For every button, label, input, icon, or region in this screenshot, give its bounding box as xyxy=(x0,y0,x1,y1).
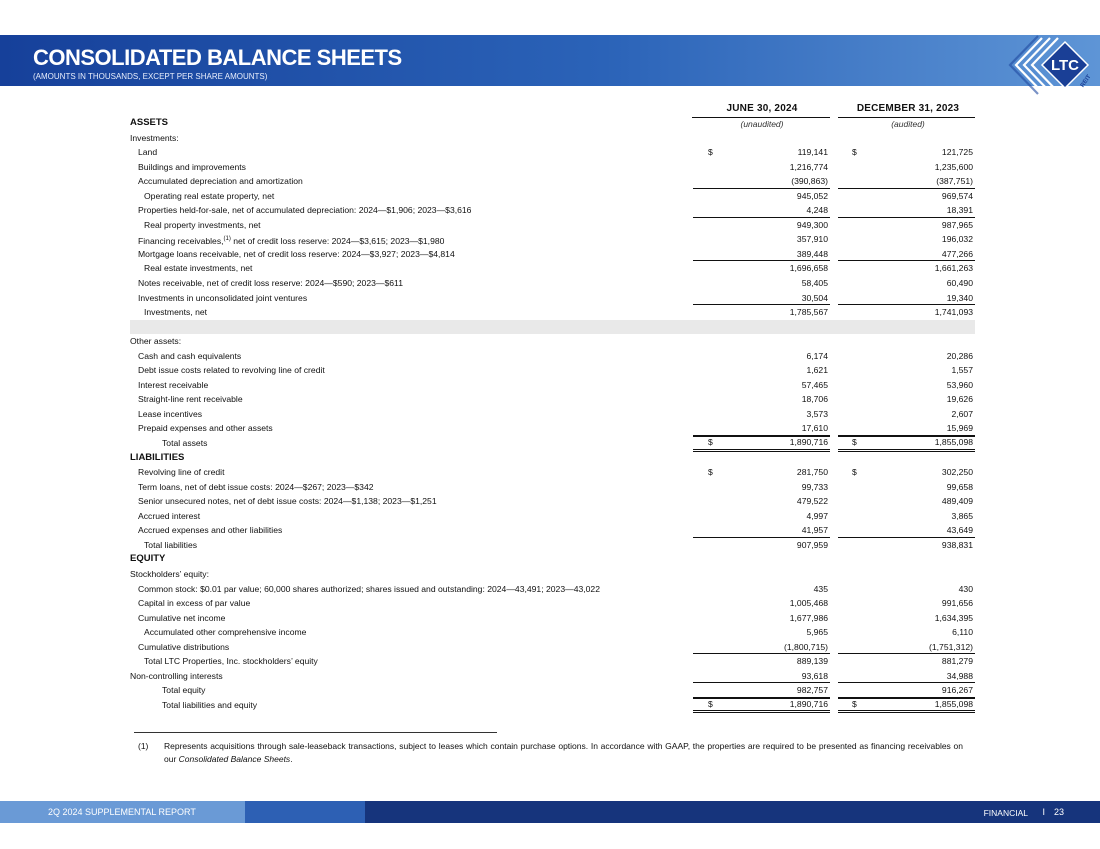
value-cell-2023 xyxy=(838,276,975,291)
footnote-number: (1) xyxy=(138,741,149,751)
section-header-row xyxy=(130,552,975,567)
value-cell-2024 xyxy=(693,683,830,698)
footnote xyxy=(138,740,963,766)
row-label: Accumulated depreciation and amortization xyxy=(138,176,303,187)
value-cell-2024 xyxy=(693,203,830,218)
value: 987,965 xyxy=(941,219,973,230)
value: 4,248 xyxy=(806,205,828,216)
value: 60,490 xyxy=(946,278,973,289)
column-sub-dec-2023: (audited) xyxy=(891,119,925,129)
value-cell-2024 xyxy=(693,276,830,291)
value: 479,522 xyxy=(796,496,828,507)
value-cell-2024 xyxy=(693,247,830,262)
table-row xyxy=(130,160,975,175)
row-label: Debt issue costs related to revolving line of credit xyxy=(138,365,325,376)
title-banner xyxy=(0,35,1100,86)
value: 938,831 xyxy=(941,539,973,550)
section-header-row xyxy=(130,116,975,131)
value-cell-2024 xyxy=(693,494,830,509)
value-cell-2023 xyxy=(838,145,975,160)
value: 196,032 xyxy=(941,234,973,245)
value: 1,855,098 xyxy=(934,437,973,448)
value-cell-2023 xyxy=(838,683,975,698)
table-row xyxy=(130,131,975,146)
value-cell-2024 xyxy=(693,261,830,276)
value-cell-2024 xyxy=(693,145,830,160)
row-label: Real property investments, net xyxy=(144,219,261,230)
row-label: Total liabilities and equity xyxy=(162,699,258,710)
value: 4,997 xyxy=(806,510,828,521)
value-cell-2024 xyxy=(693,407,830,422)
value: 435 xyxy=(813,583,828,594)
table-row xyxy=(130,334,975,349)
value-cell-2024 xyxy=(693,291,830,306)
row-label: Term loans, net of debt issue costs: 2024—$267; 2023—$342 xyxy=(138,481,374,492)
footnote-text xyxy=(164,740,963,766)
value: 1,696,658 xyxy=(789,263,828,274)
currency-symbol: $ xyxy=(852,698,857,709)
value-cell-2024 xyxy=(693,480,830,495)
table-row xyxy=(130,480,975,495)
table-row xyxy=(130,145,975,160)
value: 18,706 xyxy=(801,394,828,405)
table-row xyxy=(130,654,975,669)
balance-sheet-table xyxy=(130,116,975,712)
value: 34,988 xyxy=(946,670,973,681)
value: 907,959 xyxy=(796,539,828,550)
currency-symbol: $ xyxy=(852,467,857,478)
value: 357,910 xyxy=(796,234,828,245)
value: 1,785,567 xyxy=(789,307,828,318)
value: 1,890,716 xyxy=(789,698,828,709)
value-cell-2024 xyxy=(693,611,830,626)
value-cell-2023 xyxy=(838,407,975,422)
value-cell-2023 xyxy=(838,189,975,204)
footnote-italic: Consolidated Balance Sheets xyxy=(178,754,291,764)
value-cell-2023 xyxy=(838,669,975,684)
row-label: Other assets: xyxy=(130,336,182,347)
value-cell-2023 xyxy=(838,640,975,655)
table-row xyxy=(130,189,975,204)
value-cell-2024 xyxy=(693,189,830,204)
value-cell-2024 xyxy=(693,698,830,714)
currency-symbol: $ xyxy=(852,437,857,448)
value: 1,621 xyxy=(806,365,828,376)
value-cell-2023 xyxy=(838,421,975,436)
logo-text: LTC xyxy=(1050,57,1080,74)
value: 969,574 xyxy=(941,190,973,201)
footer-section: FINANCIAL xyxy=(983,808,1028,818)
value-cell-2024 xyxy=(693,538,830,553)
value-cell-2023 xyxy=(838,232,975,247)
value: 1,677,986 xyxy=(789,612,828,623)
row-label: Capital in excess of par value xyxy=(138,598,251,609)
row-label: Buildings and improvements xyxy=(138,161,246,172)
value-cell-2023 xyxy=(838,625,975,640)
currency-symbol: $ xyxy=(708,698,713,709)
row-label: Lease incentives xyxy=(138,408,203,419)
table-row xyxy=(130,625,975,640)
value: 991,656 xyxy=(941,598,973,609)
table-row xyxy=(130,611,975,626)
table-row xyxy=(130,247,975,262)
value: 99,658 xyxy=(946,481,973,492)
value-cell-2023 xyxy=(838,363,975,378)
value: 1,890,716 xyxy=(789,437,828,448)
value-cell-2024 xyxy=(693,349,830,364)
value-cell-2023 xyxy=(838,465,975,480)
value: 3,865 xyxy=(951,510,973,521)
value: (390,863) xyxy=(791,176,828,187)
row-label: Interest receivable xyxy=(138,379,209,390)
value: 489,409 xyxy=(941,496,973,507)
value: 41,957 xyxy=(801,525,828,536)
column-header-dec-2023: DECEMBER 31, 2023 xyxy=(856,103,960,114)
value: 43,649 xyxy=(946,525,973,536)
value: (1,800,715) xyxy=(784,641,828,652)
value-cell-2023 xyxy=(838,247,975,262)
value-cell-2024 xyxy=(693,392,830,407)
table-row xyxy=(130,669,975,684)
row-label: Total liabilities xyxy=(144,539,198,550)
row-label: Common stock: $0.01 par value; 60,000 shares authorized; shares issued and outstanding: 2024—43,491; 2023—43,022 xyxy=(138,583,600,594)
value: 30,504 xyxy=(801,292,828,303)
value-cell-2024 xyxy=(693,218,830,233)
value: 6,174 xyxy=(806,350,828,361)
ltc-logo xyxy=(1000,30,1095,100)
value-cell-2023 xyxy=(838,523,975,538)
value-cell-2023 xyxy=(838,291,975,306)
footnote-body: Represents acquisitions through sale-leaseback transactions, subject to leases which contain purchase options. In accordance with GAAP, the properties are required to be presented as financing receivables on our xyxy=(164,741,963,764)
value-cell-2024 xyxy=(693,305,830,320)
footnote-divider xyxy=(134,732,497,733)
table-row xyxy=(130,174,975,189)
table-row xyxy=(130,567,975,582)
value: 1,235,600 xyxy=(934,161,973,172)
row-label: Investments, net xyxy=(144,307,208,318)
row-label: Cumulative net income xyxy=(138,612,226,623)
table-row xyxy=(130,349,975,364)
table-row xyxy=(130,596,975,611)
table-row xyxy=(130,392,975,407)
row-label: ASSETS xyxy=(130,117,169,128)
value: 982,757 xyxy=(796,685,828,696)
value-cell-2024 xyxy=(693,436,830,452)
row-label: Straight-line rent receivable xyxy=(138,394,243,405)
value-cell-2024 xyxy=(693,654,830,669)
row-label: Total assets xyxy=(162,438,208,449)
page-subtitle: (AMOUNTS IN THOUSANDS, EXCEPT PER SHARE AMOUNTS) xyxy=(33,72,268,81)
value-cell-2023 xyxy=(838,596,975,611)
value: 93,618 xyxy=(801,670,828,681)
value-cell-2023 xyxy=(838,480,975,495)
row-label: Non-controlling interests xyxy=(130,670,223,681)
value: (1,751,312) xyxy=(929,641,973,652)
value: 302,250 xyxy=(941,467,973,478)
value-cell-2024 xyxy=(693,582,830,597)
value: 1,216,774 xyxy=(789,161,828,172)
value: 17,610 xyxy=(801,423,828,434)
value-cell-2023 xyxy=(838,611,975,626)
footnote-ref: (1) xyxy=(223,236,231,243)
row-label: Investments: xyxy=(130,132,179,143)
currency-symbol: $ xyxy=(708,467,713,478)
row-label: Cash and cash equivalents xyxy=(138,350,242,361)
table-row xyxy=(130,509,975,524)
value-cell-2024 xyxy=(693,669,830,684)
value-cell-2023 xyxy=(838,494,975,509)
value-cell-2024 xyxy=(693,596,830,611)
row-label: LIABILITIES xyxy=(130,451,185,463)
value: 477,266 xyxy=(941,248,973,259)
value-cell-2023 xyxy=(838,538,975,553)
table-row xyxy=(130,523,975,538)
column-header-june-2024: JUNE 30, 2024 xyxy=(726,103,798,114)
value: 58,405 xyxy=(801,278,828,289)
value-cell-2024 xyxy=(693,160,830,175)
row-label: Investments in unconsolidated joint ventures xyxy=(138,292,308,303)
value-cell-2024 xyxy=(693,363,830,378)
currency-symbol: $ xyxy=(708,437,713,448)
table-row xyxy=(130,261,975,276)
value: 99,733 xyxy=(801,481,828,492)
value-cell-2023 xyxy=(838,392,975,407)
logo-sub-text: REIT xyxy=(1079,74,1093,89)
value-cell-2023 xyxy=(838,582,975,597)
value: 53,960 xyxy=(946,379,973,390)
page-title: CONSOLIDATED BALANCE SHEETS xyxy=(33,45,402,70)
value: 19,340 xyxy=(946,292,973,303)
footer-page-number: 23 xyxy=(1053,807,1064,817)
currency-symbol: $ xyxy=(852,147,857,158)
table-row xyxy=(130,582,975,597)
value: 1,557 xyxy=(951,365,973,376)
table-row xyxy=(130,494,975,509)
table-row xyxy=(130,465,975,480)
value: 945,052 xyxy=(796,190,828,201)
table-row xyxy=(130,698,975,713)
value: 5,965 xyxy=(806,627,828,638)
value: 6,110 xyxy=(952,627,973,638)
footnote-end: . xyxy=(290,754,293,764)
table-row xyxy=(130,276,975,291)
value: 1,855,098 xyxy=(934,698,973,709)
table-row xyxy=(130,378,975,393)
value-cell-2024 xyxy=(693,509,830,524)
footer-separator: I xyxy=(1042,807,1045,817)
value: 15,969 xyxy=(946,423,973,434)
value: (387,751) xyxy=(936,176,973,187)
value-cell-2023 xyxy=(838,261,975,276)
row-label: Operating real estate property, net xyxy=(144,190,275,201)
value: 20,286 xyxy=(946,350,973,361)
value-cell-2024 xyxy=(693,421,830,436)
value-cell-2023 xyxy=(838,203,975,218)
value-cell-2023 xyxy=(838,698,975,714)
row-label: Real estate investments, net xyxy=(144,263,253,274)
table-row xyxy=(130,407,975,422)
row-label: Land xyxy=(138,147,158,158)
value-cell-2023 xyxy=(838,654,975,669)
currency-symbol: $ xyxy=(708,147,713,158)
table-row xyxy=(130,232,975,247)
value: 1,741,093 xyxy=(934,307,973,318)
value: 3,573 xyxy=(806,408,828,419)
table-row xyxy=(130,538,975,553)
table-row xyxy=(130,421,975,436)
value: 889,139 xyxy=(796,656,828,667)
value-cell-2024 xyxy=(693,174,830,189)
row-label: Cumulative distributions xyxy=(138,641,230,652)
value: 2,607 xyxy=(951,408,973,419)
table-row xyxy=(130,436,975,451)
value: 389,448 xyxy=(796,248,828,259)
value: 119,141 xyxy=(797,147,828,158)
row-label: Accrued expenses and other liabilities xyxy=(138,525,283,536)
row-label: Senior unsecured notes, net of debt issue costs: 2024—$1,138; 2023—$1,251 xyxy=(138,496,437,507)
row-label: Accrued interest xyxy=(138,510,201,521)
value: 1,005,468 xyxy=(789,598,828,609)
value: 430 xyxy=(958,583,973,594)
value: 18,391 xyxy=(946,205,973,216)
row-label: Total LTC Properties, Inc. stockholders’ equity xyxy=(144,656,318,667)
table-row xyxy=(130,305,975,320)
value-cell-2023 xyxy=(838,218,975,233)
row-label: EQUITY xyxy=(130,553,166,565)
row-label: Prepaid expenses and other assets xyxy=(138,423,273,434)
value-cell-2023 xyxy=(838,160,975,175)
row-label: Mortgage loans receivable, net of credit loss reserve: 2024—$3,927; 2023—$4,814 xyxy=(138,248,455,259)
row-label: Properties held-for-sale, net of accumulated depreciation: 2024—$1,906; 2023—$3,616 xyxy=(138,205,472,216)
table-row xyxy=(130,291,975,306)
value-cell-2023 xyxy=(838,305,975,320)
table-row xyxy=(130,683,975,698)
value-cell-2024 xyxy=(693,378,830,393)
value-cell-2024 xyxy=(693,640,830,655)
row-label: Stockholders’ equity: xyxy=(130,568,209,579)
table-row xyxy=(130,363,975,378)
value-cell-2023 xyxy=(838,174,975,189)
table-row xyxy=(130,320,975,335)
row-label: Revolving line of credit xyxy=(138,467,225,478)
footer-mid-band xyxy=(245,801,365,823)
value: 949,300 xyxy=(796,219,828,230)
value-cell-2023 xyxy=(838,378,975,393)
value: 281,750 xyxy=(796,467,828,478)
row-label-part: Financing receivables, xyxy=(138,236,224,247)
table-row xyxy=(130,640,975,655)
value-cell-2023 xyxy=(838,509,975,524)
value: 57,465 xyxy=(801,379,828,390)
value-cell-2023 xyxy=(838,349,975,364)
column-sub-june-2024: (unaudited) xyxy=(740,119,784,129)
row-label: Notes receivable, net of credit loss reserve: 2024—$590; 2023—$611 xyxy=(138,278,403,289)
row-label-part: net of credit loss reserve: 2024—$3,615; 2023—$1,980 xyxy=(230,236,445,247)
value: 19,626 xyxy=(946,394,973,405)
footer-report-title: 2Q 2024 SUPPLEMENTAL REPORT xyxy=(48,807,196,817)
table-row xyxy=(130,203,975,218)
value: 121,725 xyxy=(941,147,973,158)
row-label: Total equity xyxy=(162,685,206,696)
row-label: Accumulated other comprehensive income xyxy=(144,627,307,638)
value-cell-2023 xyxy=(838,436,975,452)
value-cell-2024 xyxy=(693,625,830,640)
table-row xyxy=(130,218,975,233)
value-cell-2024 xyxy=(693,232,830,247)
value: 881,279 xyxy=(941,656,973,667)
value-cell-2024 xyxy=(693,465,830,480)
value: 916,267 xyxy=(941,685,973,696)
section-header-row xyxy=(130,451,975,466)
value: 1,634,395 xyxy=(934,612,973,623)
value-cell-2024 xyxy=(693,523,830,538)
page-footer xyxy=(0,801,1100,823)
value: 1,661,263 xyxy=(934,263,973,274)
